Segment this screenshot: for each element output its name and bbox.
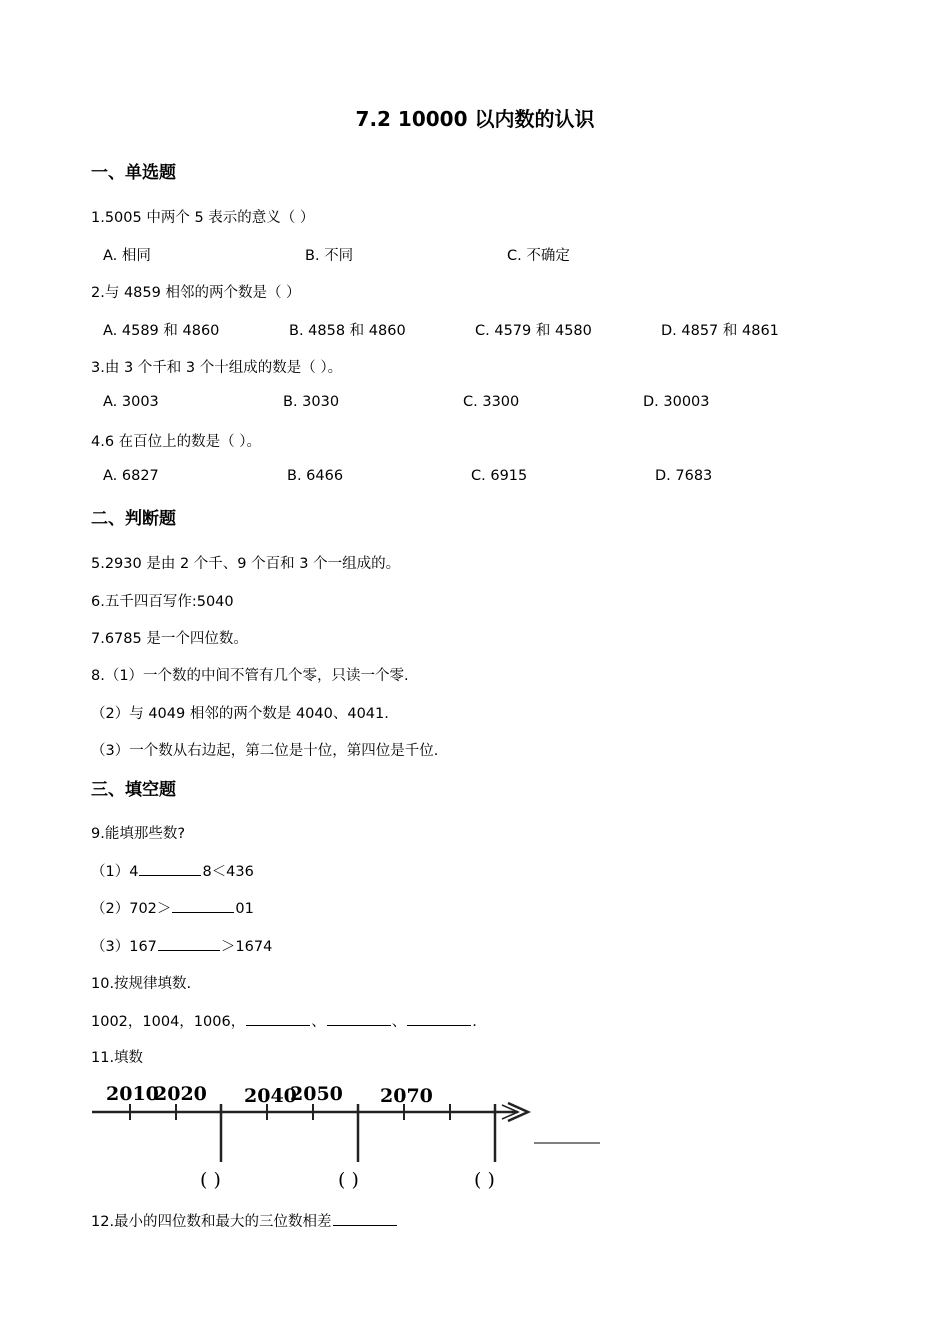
question-1-stem: 1.5005 中两个 5 表示的意义（ ） <box>91 210 315 226</box>
question-5: 5.2930 是由 2 个千、9 个百和 3 个一组成的。 <box>91 556 401 572</box>
answer-parentheses-2[interactable]: ( ) <box>338 1169 359 1191</box>
section-heading-true-false: 二、判断题 <box>91 509 176 529</box>
question-3-option-d[interactable]: D. 30003 <box>643 394 710 410</box>
section-heading-fill-in: 三、填空题 <box>91 780 176 800</box>
answer-blank[interactable] <box>333 1211 397 1226</box>
question-4-option-c[interactable]: C. 6915 <box>471 468 528 484</box>
tick-label-2070: 2070 <box>380 1085 433 1107</box>
answer-blank[interactable] <box>172 898 234 913</box>
answer-blank[interactable] <box>407 1011 471 1026</box>
question-9-line-1-suffix: 8＜436 <box>202 864 254 880</box>
question-9-stem: 9.能填那些数? <box>91 826 186 842</box>
number-line-figure <box>88 1076 608 1196</box>
question-9-line-2 <box>91 897 254 918</box>
question-9-line-2-suffix: 01 <box>235 901 254 917</box>
question-8-line-2: （2）与 4049 相邻的两个数是 4040、4041. <box>91 706 389 722</box>
question-2-option-a[interactable]: A. 4589 和 4860 <box>103 323 220 339</box>
question-6: 6.五千四百写作:5040 <box>91 594 234 610</box>
question-1-option-a[interactable]: A. 相同 <box>103 248 151 264</box>
answer-parentheses-1[interactable]: ( ) <box>200 1169 221 1191</box>
question-10-stem: 10.按规律填数. <box>91 976 192 992</box>
question-4-option-d[interactable]: D. 7683 <box>655 468 713 484</box>
separator: 、 <box>311 1014 326 1030</box>
question-4-option-b[interactable]: B. 6466 <box>287 468 344 484</box>
question-1-option-b[interactable]: B. 不同 <box>305 248 354 264</box>
tick-label-2010: 2010 <box>106 1083 159 1105</box>
question-2-option-c[interactable]: C. 4579 和 4580 <box>475 323 592 339</box>
question-4-stem: 4.6 在百位上的数是（ ）。 <box>91 434 262 450</box>
question-12-stem: 12.最小的四位数和最大的三位数相差 <box>91 1214 332 1230</box>
answer-blank[interactable] <box>139 861 201 876</box>
question-8-line-3: （3）一个数从右边起，第二位是十位，第四位是千位. <box>91 743 439 759</box>
question-4-option-a[interactable]: A. 6827 <box>103 468 159 484</box>
separator: 、 <box>391 1014 407 1030</box>
answer-blank[interactable] <box>327 1011 391 1026</box>
question-3-stem: 3.由 3 个千和 3 个十组成的数是（ ）。 <box>91 360 343 376</box>
answer-parentheses-3[interactable]: ( ) <box>474 1169 495 1191</box>
end-period: . <box>472 1014 477 1030</box>
question-2-stem: 2.与 4859 相邻的两个数是（ ） <box>91 285 301 301</box>
question-8-line-1: 8.（1）一个数的中间不管有几个零，只读一个零. <box>91 668 409 684</box>
tick-label-2020: 2020 <box>154 1083 207 1105</box>
answer-blank[interactable] <box>158 936 220 951</box>
question-2-option-d[interactable]: D. 4857 和 4861 <box>661 323 779 339</box>
page-title: 7.2 10000 以内数的认识 <box>355 107 595 131</box>
question-1-option-c[interactable]: C. 不确定 <box>507 248 570 264</box>
question-9-line-1 <box>91 860 254 881</box>
question-9-line-2-prefix: （2）702＞ <box>91 901 172 917</box>
question-9-line-3 <box>91 935 272 956</box>
question-9-line-3-suffix: ＞1674 <box>220 939 273 955</box>
tick-label-2050: 2050 <box>290 1083 343 1105</box>
question-9-line-1-prefix: （1）4 <box>91 864 139 880</box>
question-12 <box>91 1210 398 1231</box>
answer-blank[interactable] <box>246 1011 310 1026</box>
section-heading-single-choice: 一、单选题 <box>91 163 176 183</box>
tick-label-2040: 2040 <box>244 1085 297 1107</box>
question-2-option-b[interactable]: B. 4858 和 4860 <box>289 323 406 339</box>
question-3-option-b[interactable]: B. 3030 <box>283 394 340 410</box>
question-9-line-3-prefix: （3）167 <box>91 939 157 955</box>
question-7: 7.6785 是一个四位数。 <box>91 631 248 647</box>
question-3-option-a[interactable]: A. 3003 <box>103 394 159 410</box>
question-10-sequence <box>91 1010 477 1031</box>
question-10-given-numbers: 1002，1004，1006， <box>91 1014 246 1030</box>
question-11-stem: 11.填数 <box>91 1050 144 1066</box>
question-3-option-c[interactable]: C. 3300 <box>463 394 520 410</box>
